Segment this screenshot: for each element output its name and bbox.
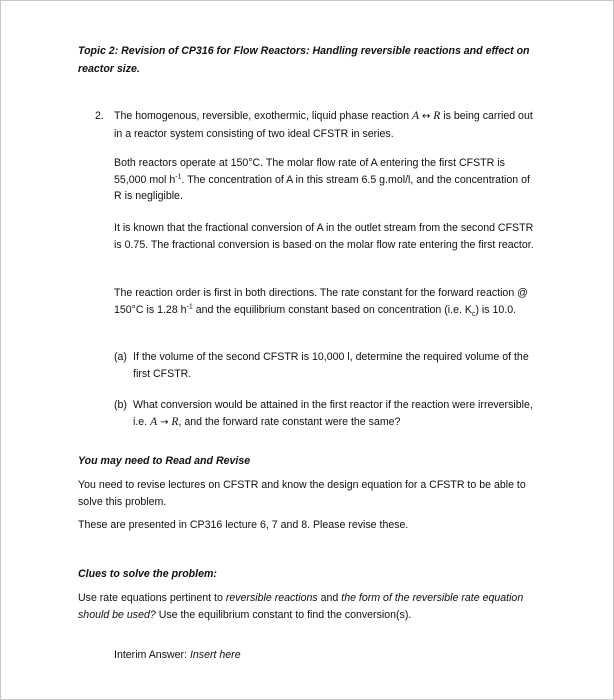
operating-conditions: Both reactors operate at 150°C. The molar flow rate of A entering the first CFSTR is 55,000 mol $h^{-1}$. The concentration of A in this stream 6.5 g.mol/l, and the concentration of R is negligible. [114,157,530,202]
forward-arrow: → [160,416,169,428]
product-r: R [433,110,441,122]
part-b-label: (b) [114,399,127,411]
document-title: Topic 2: Revision of CP316 for Flow Reactors: Handling reversible reactions and effect on reactor size. [78,45,530,75]
kinetics-statement: The reaction order is first in both directions. The rate constant for the forward reaction @ 150°C is 1.28 $h^{-1}$ and the equilibrium constant based on concentration (i.e. $K_c$) is 10.0. [114,287,528,318]
conversion-statement: It is known that the fractional conversion of A in the outlet stream from the second CFSTR is 0.75. The fractional conversion is based on the molar flow rate entering the first reactor. [114,222,534,251]
interim-answer-value[interactable]: Insert here [189,649,241,661]
clues-paragraph: Use rate equations pertinent to reversible reactions and the form of the reversible rate equation should be used? Use the equilibrium constant to find the conversion(s). [78,592,524,621]
interim-answer [114,647,539,664]
question-intro: The homogenous, reversible, exothermic, liquid phase reaction A ↔ R is being carried out in a reactor system consisting of two ideal CFSTR in series. [114,110,533,140]
reversible-arrow: ↔ [421,111,431,122]
interim-answer-label: Interim Answer: [114,649,190,661]
reactant-a: A [411,110,419,122]
revise-paragraph-2: These are presented in CP316 lecture 6, 7 and 8. Please revise these. [78,519,409,531]
revise-heading: You may need to Read and Revise [78,455,251,467]
clues-heading: Clues to solve the problem: [78,568,217,580]
part-a-text: If the volume of the second CFSTR is 10,000 l, determine the required volume of the first CFSTR. [133,351,529,380]
part-a-label: (a) [114,351,127,363]
part-b-text: What conversion would be attained in the first reactor if the reaction were irreversible, i.e. A → R, and the forward rate constant were the same? [133,399,533,428]
question-number: 2. [95,110,104,122]
revise-paragraph-1: You need to revise lectures on CFSTR and know the design equation for a CFSTR to be able to solve this problem. [78,479,526,508]
